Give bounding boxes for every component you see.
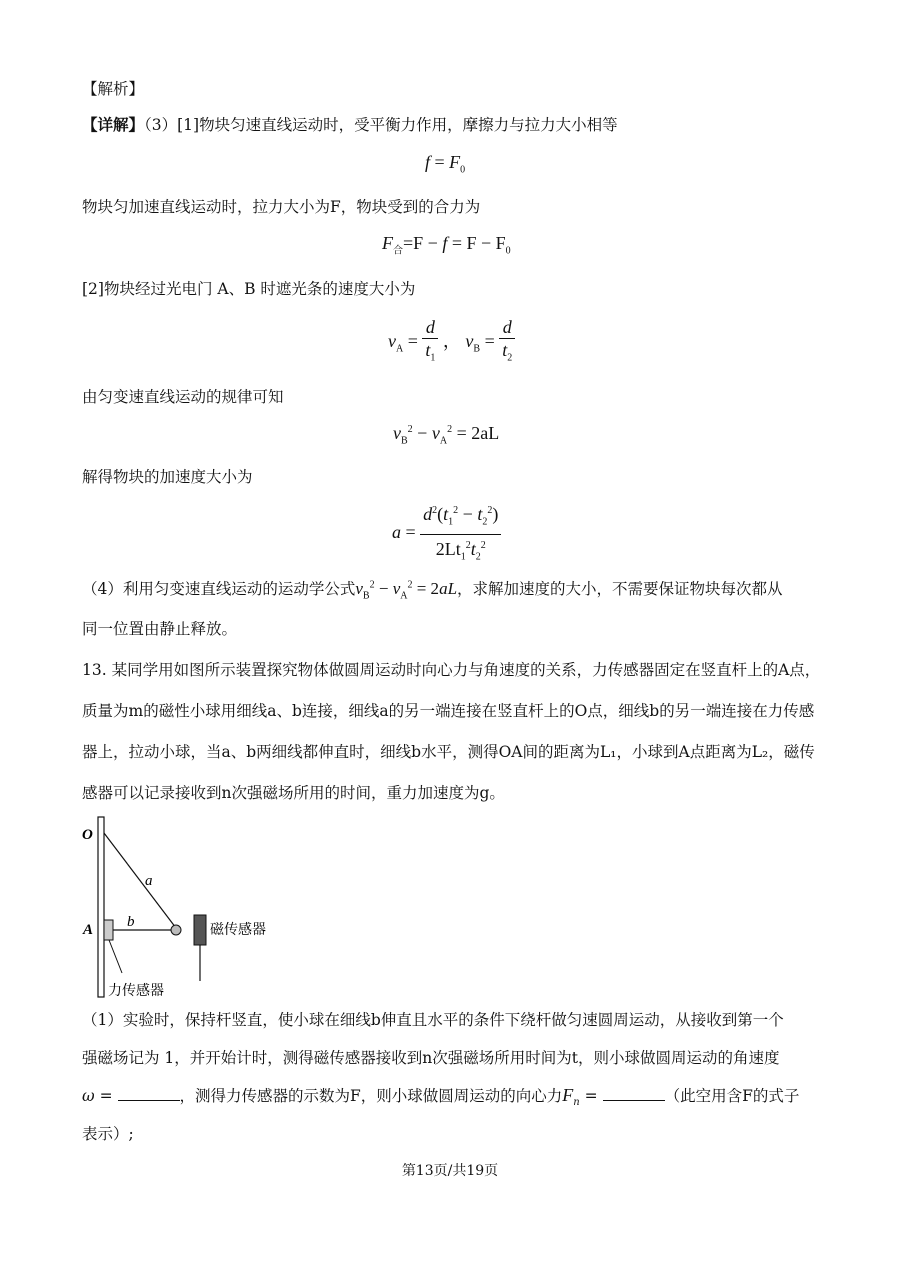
detail-text: （3）[1]物块匀速直线运动时，受平衡力作用，摩擦力与拉力大小相等 (144, 116, 618, 134)
vertical-rod (98, 817, 104, 997)
equation-friction: $f = F_0$ (425, 152, 466, 176)
label-a: a (145, 873, 153, 889)
paragraph-4-line2: 同一位置由静止释放。 (82, 620, 238, 638)
magnetic-sensor (194, 915, 206, 945)
label-b: b (127, 914, 135, 930)
apparatus-figure (80, 815, 280, 1005)
force-sensor-pointer (109, 940, 122, 973)
detail-label: 【详解】 (82, 115, 145, 134)
paragraph-gate-speed: [2]物块经过光电门 A、B 时遮光条的速度大小为 (82, 280, 416, 298)
label-magnetic-sensor: 磁传感器 (210, 922, 266, 938)
page-footer: 第13页/共19页 (401, 1163, 499, 1179)
label-force-sensor: 力传感器 (108, 983, 164, 999)
equation-acceleration: a = $\frac{d^2(t_1^2 - t_2^2)}{2Lt_1^2t_2^2}$ (392, 500, 501, 568)
analysis-heading: 【解析】 (82, 80, 145, 98)
paragraph-law: 由匀变速直线运动的规律可知 (82, 388, 284, 406)
sub-question-1-line4: 表示）; (82, 1125, 134, 1143)
paragraph-net-force: 物块匀加速直线运动时，拉力大小为F，物块受到的合力为 (82, 198, 481, 216)
equation-net-force: $F_合=F - f = F - F_0$ (382, 233, 511, 257)
detail-paragraph-1 (82, 113, 618, 135)
label-O: O (82, 827, 93, 843)
equation-velocities: $v_A$ = $\frac{d}{t_1}$ ， $v_B$ = $\frac{d}{t_2}$ (388, 316, 515, 370)
answer-blank-force[interactable] (603, 1086, 665, 1101)
equation-kinematics: $v_B^2 - v_A^2 = 2aL$ (393, 423, 500, 447)
paragraph-4-line1: （4）利用匀变速直线运动的运动学公式$v_B^2 - v_A^2 = 2aL$，求解加速度的大小，不需要保证物块每次都从 (82, 579, 783, 602)
force-sensor-block (104, 920, 113, 940)
answer-blank-omega[interactable] (118, 1086, 180, 1101)
paragraph-acceleration: 解得物块的加速度大小为 (82, 468, 253, 486)
magnetic-ball (171, 925, 181, 935)
question-13: 13. 某同学用如图所示装置探究物体做圆周运动时向心力与角速度的关系，力传感器固定在竖直杆上的A点，质量为m的磁性小球用细线a、b连接，细线a的另一端连接在竖直杆上的O点，细线b的另一端连接在力传感器上，拉动小球，当a、b两细线都伸直时，细线b水平，测得OA间的距离为L₁，小球到A点距离为L₂，磁传感器可以记录接收到n次强磁场所用的时间，重力加速度为g。 (82, 661, 821, 802)
sub-question-1-line2: 强磁场记为 1，并开始计时，测得磁传感器接收到n次强磁场所用时间为t，则小球做圆周运动的角速度 (82, 1049, 780, 1067)
thread-a (104, 833, 176, 928)
sub-question-1-line3: ω = ，测得力传感器的示数为F，则小球做圆周运动的向心力$F_n$ = （此空用含F的式子 (82, 1085, 800, 1109)
sub-question-1-line1: （1）实验时，保持杆竖直，使小球在细线b伸直且水平的条件下绕杆做匀速圆周运动，从接收到第一个 (82, 1011, 784, 1029)
label-A: A (83, 922, 94, 938)
